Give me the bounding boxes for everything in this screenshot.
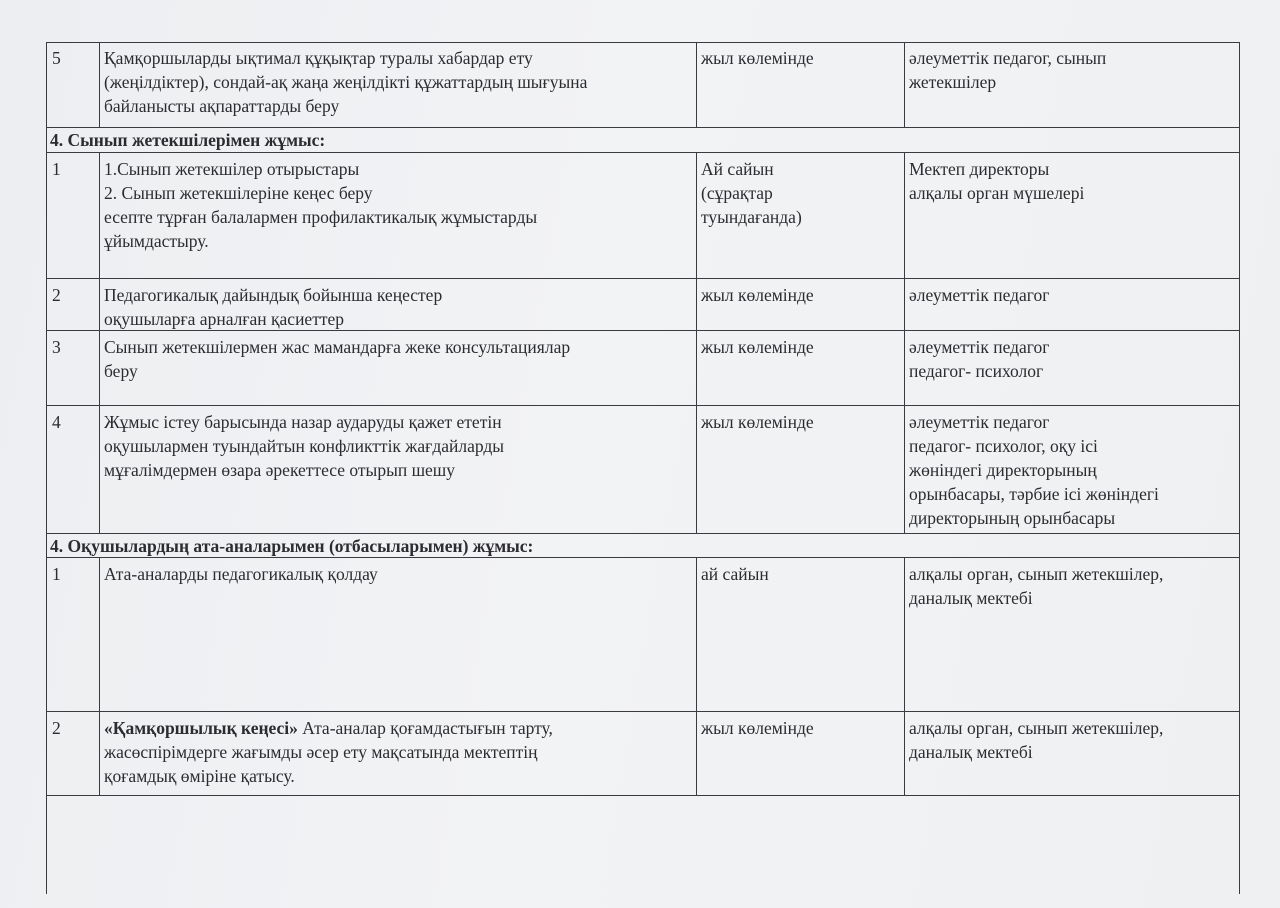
row-number: 2 xyxy=(52,718,61,738)
task-description xyxy=(99,796,696,894)
table-row xyxy=(46,331,1240,406)
section-title: 4. Сынып жетекшілерімен жұмыс: xyxy=(50,130,326,150)
table-row xyxy=(46,558,1240,712)
section-header-row xyxy=(46,534,1240,558)
section-header-row xyxy=(46,128,1240,153)
task-description: Сынып жетекшілермен жас мамандарға жеке консультациялар беру xyxy=(99,331,696,405)
table-row xyxy=(46,42,1240,128)
section-title: 4. Оқушылардың ата-аналарымен (отбасыларымен) жұмыс: xyxy=(50,536,534,556)
table-row xyxy=(46,279,1240,331)
row-number: 2 xyxy=(52,285,61,305)
task-deadline: Ай сайын (сұрақтар туындағанда) xyxy=(696,153,904,278)
task-responsible: әлеуметтік педагог педагог- психолог, оқу ісі жөніндегі директорының орынбасары, тәрбие ісі жөніндегі директорының орынбасары xyxy=(904,406,1240,533)
task-description: 1.Сынып жетекшілер отырыстары 2. Сынып жетекшілеріне кеңес беру есепте тұрған балалармен профилактикалық жұмыстарды ұйымдастыру. xyxy=(99,153,696,278)
table-row xyxy=(46,712,1240,796)
task-deadline: жыл көлемінде xyxy=(696,279,904,330)
table-row-empty xyxy=(46,796,1240,894)
row-number: 4 xyxy=(52,412,61,432)
row-number xyxy=(46,796,99,894)
task-responsible: әлеуметтік педагог педагог- психолог xyxy=(904,331,1240,405)
task-description: Жұмыс істеу барысында назар аударуды қажет ететін оқушылармен туындайтын конфликттік жағдайларды мұғалімдермен өзара әрекеттесе отырып шешу xyxy=(99,406,696,533)
task-responsible: алқалы орган, сынып жетекшілер, даналық мектебі xyxy=(904,558,1240,711)
task-deadline: жыл көлемінде xyxy=(696,331,904,405)
row-number: 1 xyxy=(52,159,61,179)
row-number: 5 xyxy=(52,48,61,68)
task-title-bold: «Қамқоршылық кеңесі» xyxy=(104,718,298,738)
task-deadline: ай сайын xyxy=(696,558,904,711)
task-description: Қамқоршыларды ықтимал құқықтар туралы хабардар ету (жеңілдіктер), сондай-ақ жаңа жеңілдікті құжаттардың шығуына байланысты ақпараттарды беру xyxy=(99,42,696,127)
task-description: Педагогикалық дайындық бойынша кеңестер оқушыларға арналған қасиеттер xyxy=(99,279,696,330)
task-responsible: алқалы орган, сынып жетекшілер, даналық мектебі xyxy=(904,712,1240,795)
task-responsible: әлеуметтік педагог, сынып жетекшілер xyxy=(904,42,1240,127)
task-description xyxy=(99,712,696,795)
table-row xyxy=(46,153,1240,279)
task-deadline: жыл көлемінде xyxy=(696,42,904,127)
task-deadline: жыл көлемінде xyxy=(696,406,904,533)
task-description: Ата-аналарды педагогикалық қолдау xyxy=(99,558,696,711)
row-number: 3 xyxy=(52,337,61,357)
table-row xyxy=(46,406,1240,534)
task-deadline: жыл көлемінде xyxy=(696,712,904,795)
task-responsible: әлеуметтік педагог xyxy=(904,279,1240,330)
task-description-text: Ата-аналар қоғамдастығын тарту, жасөспірімдерге жағымды әсер ету мақсатында мектептің қоғамдық өміріне қатысу. xyxy=(104,718,553,786)
row-number: 1 xyxy=(52,564,61,584)
task-responsible: Мектеп директоры алқалы орган мүшелері xyxy=(904,153,1240,278)
